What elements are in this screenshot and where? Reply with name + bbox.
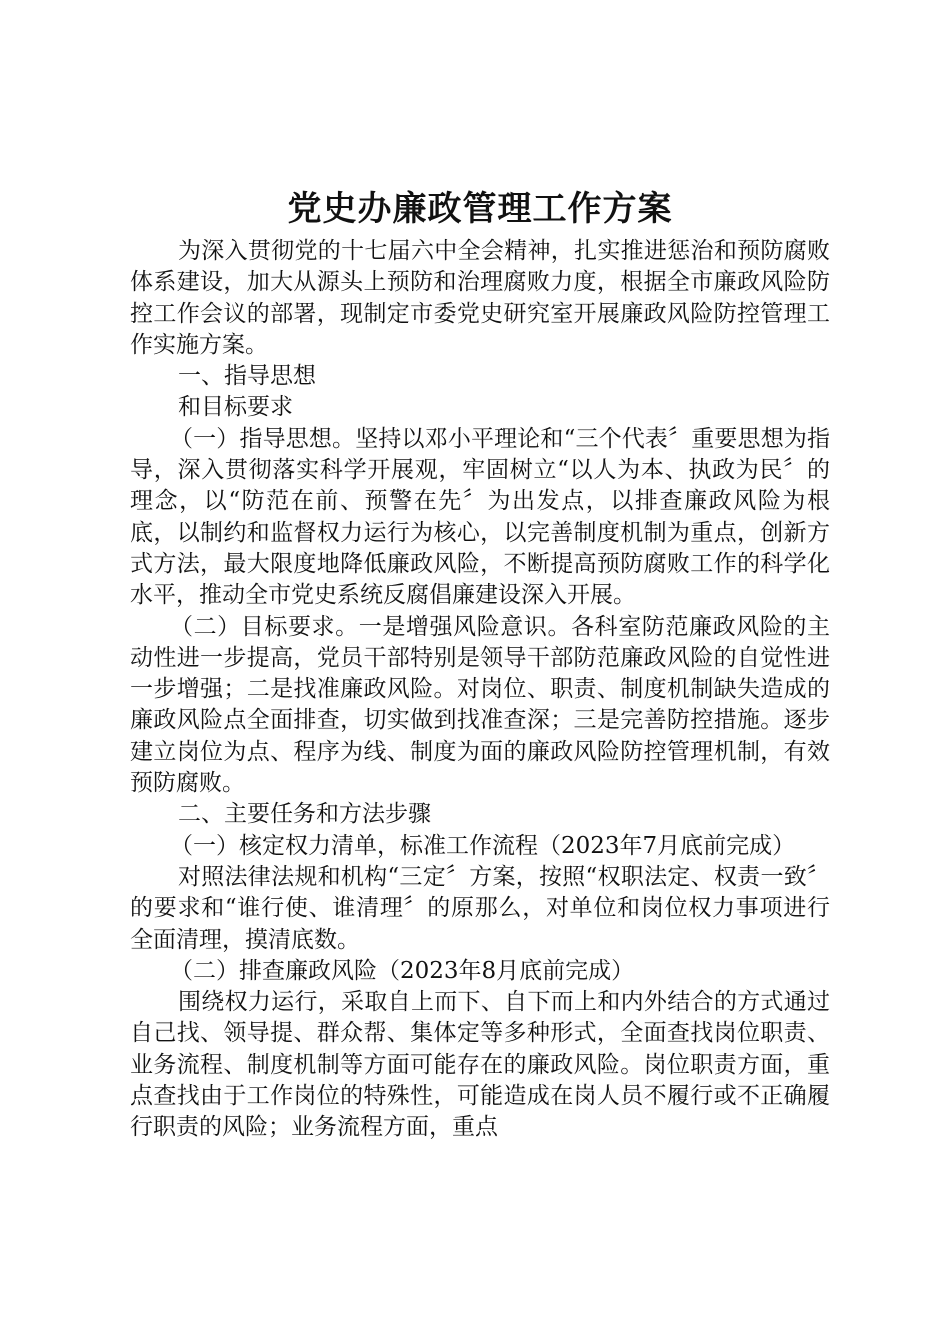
paragraph: （二）排查廉政风险（2023年8月底前完成） — [170, 957, 635, 984]
paragraph: 和目标要求 — [178, 394, 293, 421]
document-body — [130, 236, 830, 1144]
document-title: 党史办廉政管理工作方案 — [287, 189, 673, 229]
paragraph: 一、指导思想 — [178, 363, 316, 390]
paragraph: 围绕权力运行，采取自上而下、自下而上和内外结合的方式通过自己找、领导提、群众帮、集体定等多种形式，全面查找岗位职责、业务流程、制度机制等方面可能存在的廉政风险。岗位职责方面，重点查找由于工作岗位的特殊性，可能造成在岗人员不履行或不正确履行职责的风险；业务流程方面，重点 — [130, 989, 830, 1141]
paragraph: （一）指导思想。坚持以邓小平理论和“三个代表〞重要思想为指导，深入贯彻落实科学开展观，牢固树立“以人为本、执政为民〞的理念，以“防范在前、预警在先〞为出发点，以排查廉政风险为根底，以制约和监督权力运行为核心，以完善制度机制为重点，创新方式方法，最大限度地降低廉政风险，不断提高预防腐败工作的科学化水平，推动全市党史系统反腐倡廉建设深入开展。 — [130, 425, 830, 609]
paragraph: 对照法律法规和机构“三定〞方案，按照“权职法定、权责一致〞的要求和“谁行使、谁清理〞的原那么，对单位和岗位权力事项进行全面清理，摸清底数。 — [130, 863, 830, 953]
document-page — [130, 186, 830, 1144]
paragraph: （一）核定权力清单，标准工作流程（2023年7月底前完成） — [170, 832, 796, 859]
paragraph: （二）目标要求。一是增强风险意识。各科室防范廉政风险的主动性进一步提高，党员干部特别是领导干部防范廉政风险的自觉性进一步增强；二是找准廉政风险。对岗位、职责、制度机制缺失造成的廉政风险点全面排查，切实做到找准查深；三是完善防控措施。逐步建立岗位为点、程序为线、制度为面的廉政风险防控管理机制，有效预防腐败。 — [130, 613, 830, 797]
paragraph: 为深入贯彻党的十七届六中全会精神，扎实推进惩治和预防腐败体系建设，加大从源头上预防和治理腐败力度，根据全市廉政风险防控工作会议的部署，现制定市委党史研究室开展廉政风险防控管理工作实施方案。 — [130, 238, 830, 358]
paragraph: 二、主要任务和方法步骤 — [178, 801, 431, 828]
